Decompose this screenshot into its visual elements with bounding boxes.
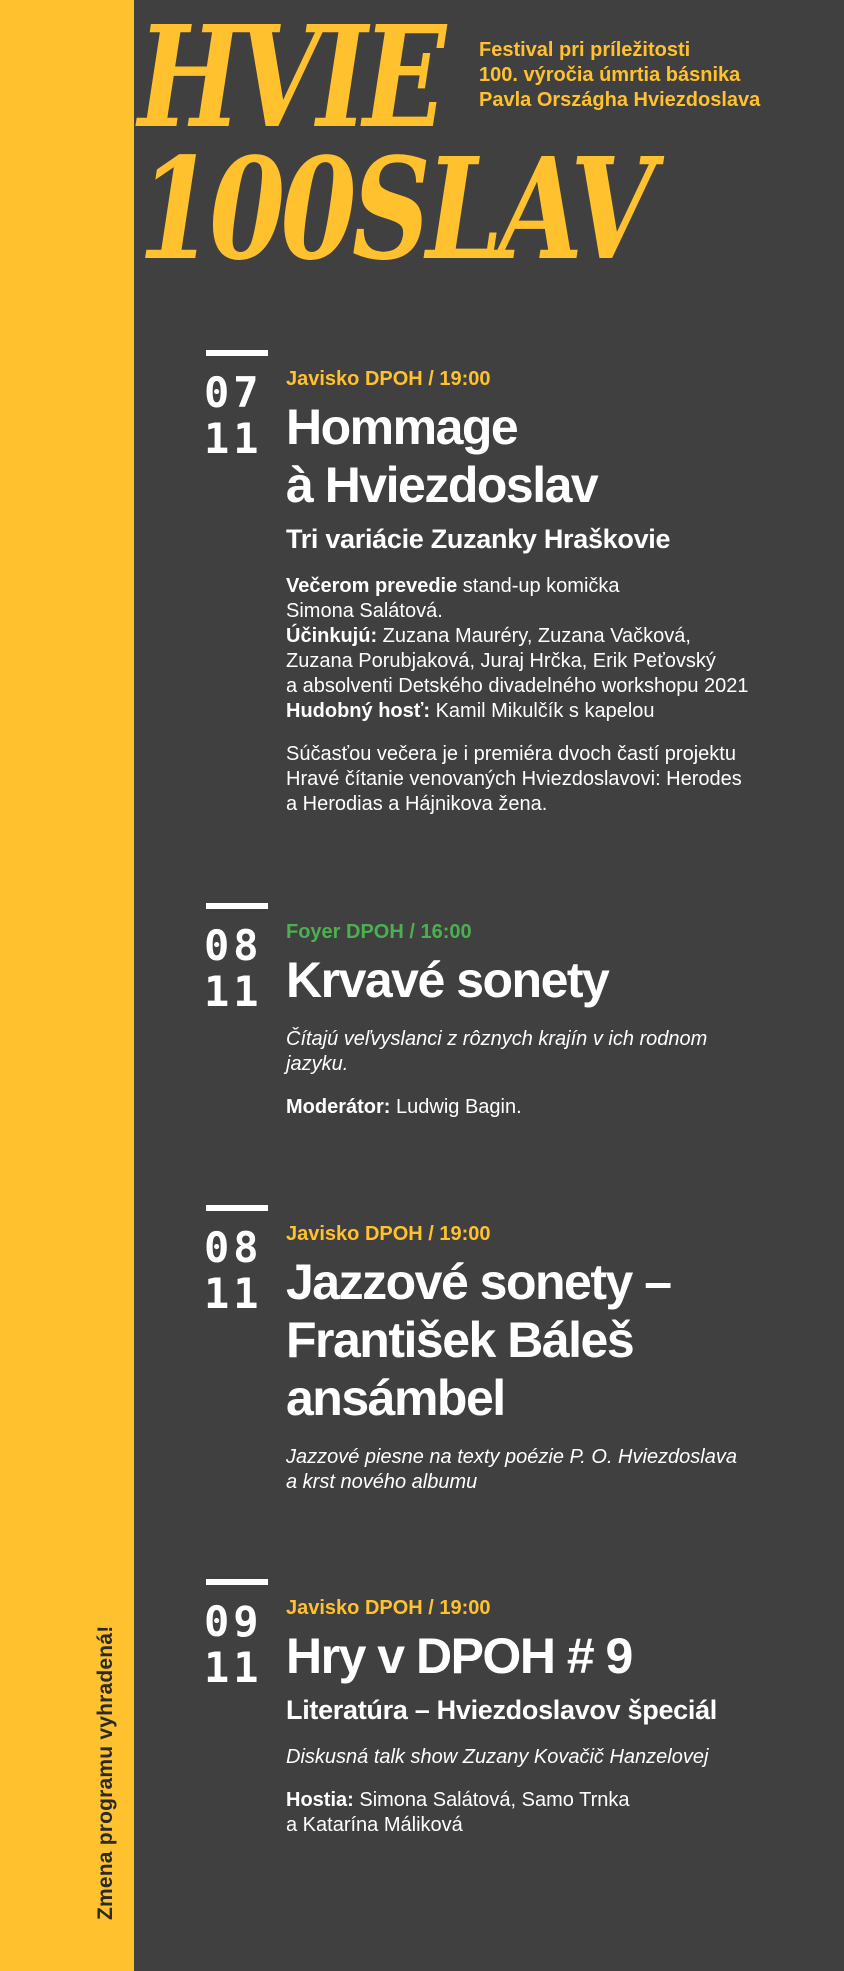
event-title [286, 398, 826, 514]
event-title [286, 1253, 826, 1427]
guest-text: Kamil Mikulčík s kapelou [430, 700, 655, 722]
date-month: 11 [204, 414, 263, 463]
event-description [286, 1027, 826, 1077]
program-change-note: Zmena programu vyhradená! [94, 1625, 117, 1920]
description-line: Čítajú veľvyslanci z rôznych krajín v ich rodnom [286, 1028, 708, 1050]
event-details [286, 574, 826, 724]
date-day: 08 [204, 1223, 263, 1272]
cast-label: Účinkujú: [286, 625, 378, 647]
date-month: 11 [204, 967, 263, 1016]
festival-tagline [479, 38, 760, 113]
title-line: Hommage [286, 399, 518, 455]
event-content [286, 1221, 826, 1495]
date-rule [206, 1579, 268, 1585]
date-day: 09 [204, 1597, 263, 1646]
title-line: Krvavé sonety [286, 952, 609, 1008]
guests-label: Hostia: [286, 1789, 354, 1811]
logo-line-1: HVIE [138, 0, 442, 160]
title-line: Hry v DPOH # 9 [286, 1628, 632, 1684]
note-line: Hravé čítanie venovaných Hviezdoslavovi: Herodes [286, 768, 742, 790]
title-line: à Hviezdoslav [286, 457, 598, 513]
tagline-line: Festival pri príležitosti [479, 39, 691, 61]
event-description [286, 1445, 826, 1495]
tagline-line: 100. výročia úmrtia básnika [479, 64, 741, 86]
event-venue: Javisko DPOH / 19:00 [286, 1597, 491, 1619]
date-day: 08 [204, 921, 263, 970]
performed-label: Večerom prevedie [286, 575, 458, 597]
moderator-label: Moderátor: [286, 1096, 391, 1118]
event-date [204, 1225, 263, 1317]
event-note [286, 742, 826, 817]
description-line: a krst nového albumu [286, 1471, 478, 1493]
logo-line-2: 100SLAV [138, 128, 651, 292]
cast-text: Zuzana Porubjaková, Juraj Hrčka, Erik Peťovský [286, 650, 716, 672]
description-line: Diskusná talk show Zuzany Kovačič Hanzelovej [286, 1746, 709, 1768]
moderator-text: Ludwig Bagin. [390, 1096, 522, 1118]
date-month: 11 [204, 1269, 263, 1318]
event-description [286, 1745, 826, 1770]
event-venue: Javisko DPOH / 19:00 [286, 368, 491, 390]
description-line: Jazzové piesne na texty poézie P. O. Hviezdoslava [286, 1446, 737, 1468]
description-line: jazyku. [286, 1053, 349, 1075]
event-title [286, 951, 826, 1009]
sidebar [0, 0, 134, 1971]
event-guests [286, 1788, 826, 1838]
event-venue: Javisko DPOH / 19:00 [286, 1223, 491, 1245]
guests-text: Simona Salátová, Samo Trnka [353, 1789, 630, 1811]
guests-text: a Katarína Máliková [286, 1814, 463, 1836]
date-rule [206, 1205, 268, 1211]
event-venue: Foyer DPOH / 16:00 [286, 921, 472, 943]
event-date [204, 923, 263, 1015]
event-content [286, 919, 826, 1120]
event-content [286, 366, 826, 817]
date-month: 11 [204, 1643, 263, 1692]
event-title [286, 1627, 826, 1685]
title-line: František Báleš [286, 1312, 634, 1368]
guest-label: Hudobný hosť: [286, 700, 431, 722]
note-line: Súčasťou večera je i premiéra dvoch častí projektu [286, 743, 736, 765]
event-date [204, 370, 263, 462]
date-rule [206, 350, 268, 356]
event-date [204, 1599, 263, 1691]
date-rule [206, 903, 268, 909]
event-subtitle: Literatúra – Hviezdoslavov špeciál [286, 1695, 717, 1725]
performed-text: Simona Salátová. [286, 600, 443, 622]
cast-text: Zuzana Mauréry, Zuzana Vačková, [377, 625, 691, 647]
event-subtitle: Tri variácie Zuzanky Hraškovie [286, 524, 671, 554]
tagline-line: Pavla Országha Hviezdoslava [479, 89, 761, 111]
title-line: Jazzové sonety – [286, 1254, 671, 1310]
performed-text: stand-up komička [457, 575, 620, 597]
cast-text: a absolventi Detského divadelného workshopu 2021 [286, 675, 749, 697]
event-moderator [286, 1095, 826, 1120]
note-line: a Herodias a Hájnikova žena. [286, 793, 548, 815]
date-day: 07 [204, 368, 263, 417]
event-content [286, 1595, 826, 1838]
title-line: ansámbel [286, 1370, 505, 1426]
